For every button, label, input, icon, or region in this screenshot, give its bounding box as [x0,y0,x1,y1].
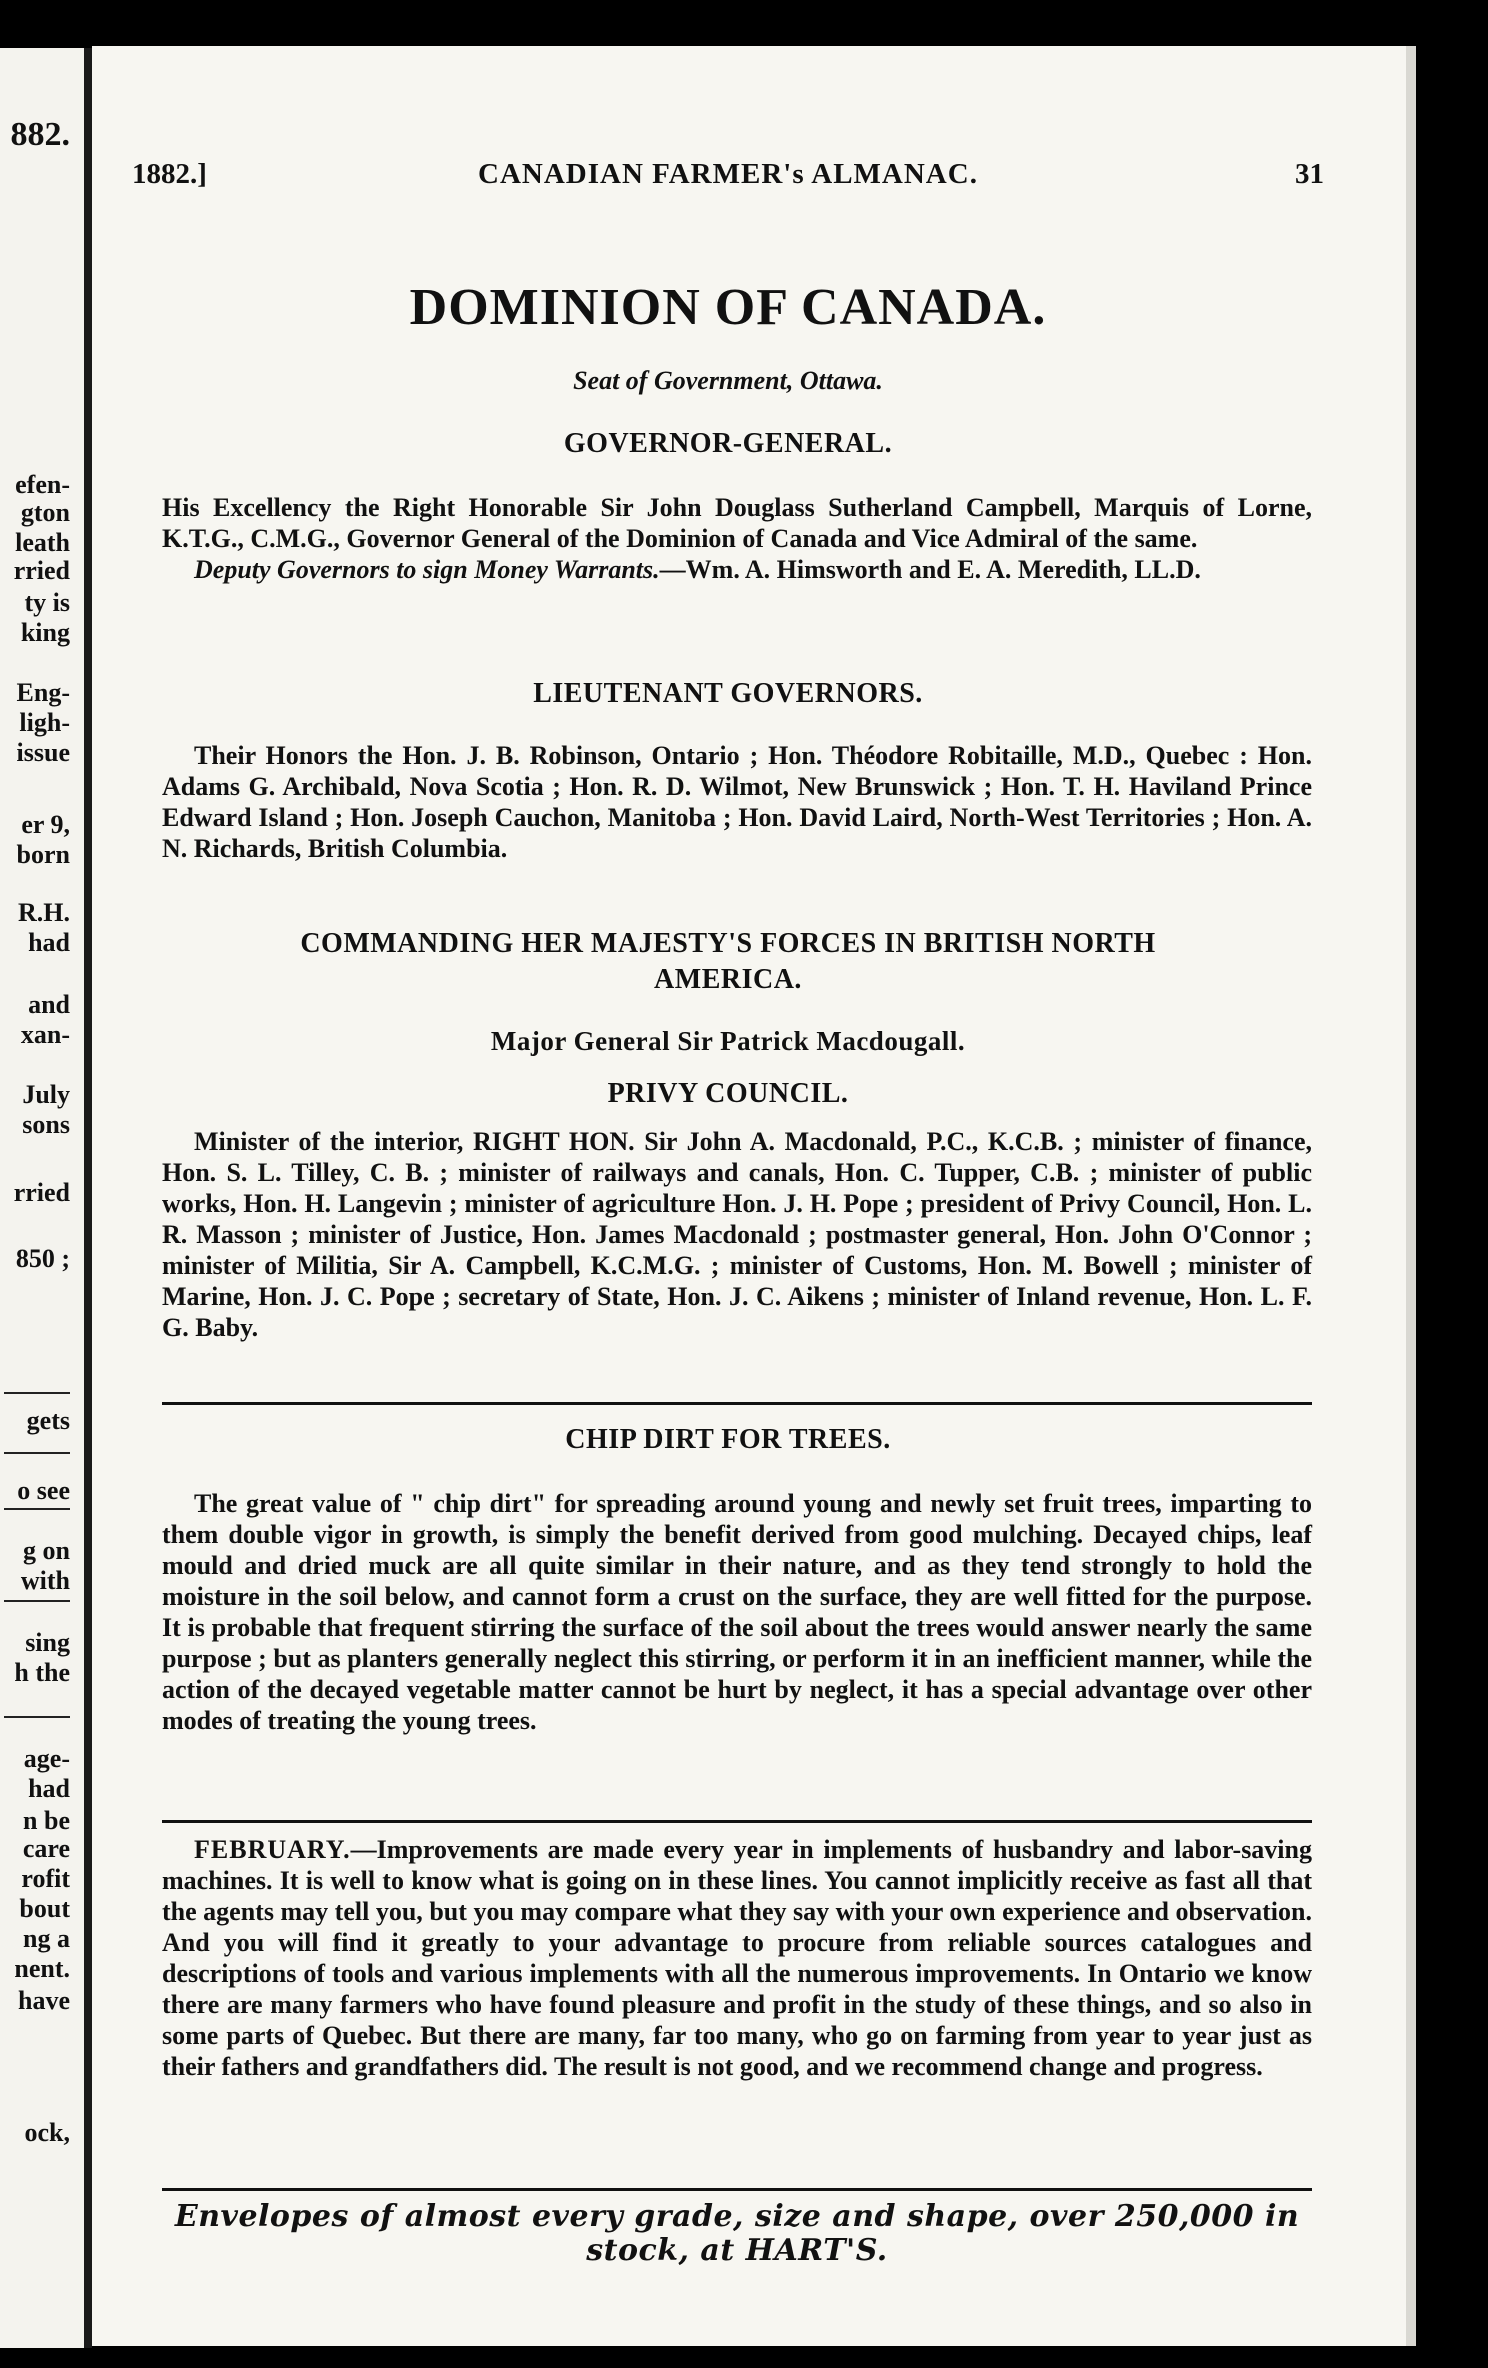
advertisement-line2: stock, at HART'S. [586,2233,888,2268]
facing-page-fragment: rried [13,556,70,585]
facing-page-fragment: h the [14,1658,70,1687]
facing-page-fragment: 882. [10,116,70,153]
facing-page-fragment: have [18,1986,70,2015]
facing-page-fragment: bout [19,1894,70,1923]
facing-page-fragment: care [22,1834,70,1863]
facing-page-fragment: gets [26,1406,70,1435]
forces-heading-line2: AMERICA. [654,964,802,995]
deputy-governors-label: Deputy Governors to sign Money Warrants. [194,555,660,584]
facing-page-fragment: sing [25,1628,70,1657]
privy-council-heading: PRIVY COUNCIL. [607,1078,849,1109]
facing-page-fragment: gton [20,498,70,527]
february-paragraph [162,1834,1312,2082]
facing-page-fragment: ligh- [19,708,70,737]
february-text: —Improvements are made every year in implements of husbandry and labor-saving machines. It is well to know what is going on in these lines. You cannot implicitly receive as fast all that the agents may tell you, but you may compare what they say with your own experience and observation. And you will find it greatly to your advantage to procure from reliable sources catalogues and descriptions of tools and various implements with all the numerous improvements. In Ontario we know there are many farmers who have found pleasure and profit in the study of these things, and so also in some parts of Quebec. But there are many, far too many, who go on farming from year to year just as their fathers and grandfathers did. The result is not good, and we recommend change and progress. [162,1835,1312,2081]
chip-dirt-heading: CHIP DIRT FOR TREES. [565,1424,891,1455]
section-divider [162,1402,1312,1405]
facing-page-fragment: had [28,1774,70,1803]
chip-dirt-text: The great value of " chip dirt" for spreading around young and newly set fruit trees, imparting to them double vigor in growth, is simply the benefit derived from good mulching. Decayed chips, leaf mould and dried muck are all quite similar in their nature, and as they tend strongly to hold the moisture in the soil below, and cannot form a crust on the surface, they are well fitted for the purpose. It is probable that frequent stirring the surface of the soil about the trees would answer nearly the same purpose ; but as planters generally neglect this stirring, or perform it in an inefficient manner, while the action of the decayed vegetable matter cannot be hurt by neglect, it has a special advantage over other modes of treating the young trees. [162,1489,1312,1735]
governor-general-text: His Excellency the Right Honorable Sir John Douglass Sutherland Campbell, Marquis of Lorne, K.T.G., C.M.G., Governor General of the Dominion of Canada and Vice Admiral of the same. [162,493,1312,553]
facing-page-fragment: had [28,928,70,957]
facing-page-fragment: ock, [24,2118,70,2147]
facing-page-fragment: sons [22,1110,70,1139]
advertisement-line1: Envelopes of almost every grade, size and shape, over 250,000 in [174,2199,1300,2234]
facing-page-fragment: and [28,990,70,1019]
running-header [132,158,1324,198]
header-year: 1882.] [132,158,207,190]
chip-dirt-paragraph [162,1488,1312,1736]
facing-page-fragment: rofit [21,1864,70,1893]
forces-commander: Major General Sir Patrick Macdougall. [490,1026,966,1056]
almanac-page [92,46,1416,2346]
february-label: FEBRUARY. [194,1835,351,1864]
facing-page-fragment: July [22,1080,70,1109]
privy-council-text: Minister of the interior, RIGHT HON. Sir John A. Macdonald, P.C., K.C.B. ; minister of finance, Hon. S. L. Tilley, C. B. ; minister of railways and canals, Hon. C. Tupper, C.B. ; minister of public works, Hon. H. Langevin ; minister of agriculture Hon. J. H. Pope ; president of Privy Council, Hon. L. R. Masson ; minister of Justice, Hon. James Macdonald ; postmaster general, Hon. John O'Connor ; minister of Militia, Sir A. Campbell, K.C.M.G. ; minister of Customs, Hon. M. Bowell ; minister of Marine, Hon. J. C. Pope ; secretary of State, Hon. J. C. Aikens ; minister of Inland revenue, Hon. L. F. G. Baby. [162,1127,1312,1342]
hart-envelope-advertisement [162,2200,1312,2268]
facing-page-fragment: o see [17,1476,70,1505]
seat-of-government: Seat of Government, Ottawa. [573,366,883,395]
facing-page-fragment: rried [13,1178,70,1207]
section-divider [162,2188,1312,2191]
facing-page-fragment: with [20,1566,70,1595]
lieutenant-governors-text: Their Honors the Hon. J. B. Robinson, Ontario ; Hon. Théodore Robitaille, M.D., Quebec : Hon. Adams G. Archibald, Nova Scotia ; Hon. R. D. Wilmot, New Brunswick ; Hon. T. H. Haviland Prince Edward Island ; Hon. Joseph Cauchon, Manitoba ; Hon. David Laird, North-West Territories ; Hon. A. N. Richards, British Columbia. [162,741,1312,863]
facing-page-fragment: nent. [14,1954,70,1983]
facing-page-fragment: ty is [24,588,70,617]
facing-page-fragment: n be [23,1806,70,1835]
facing-page-fragment: 850 ; [15,1244,70,1273]
facing-page-fragment: efen- [15,470,70,499]
facing-page-fragment: er 9, [21,810,70,839]
governor-general-paragraph [162,492,1312,585]
facing-page-fragment: R.H. [18,898,70,927]
facing-page-rule [4,1392,70,1394]
book-gutter [84,48,92,2348]
facing-page-fragment: ng a [23,1924,70,1953]
section-divider [162,1820,1312,1823]
facing-page-fragment: g on [23,1536,70,1565]
governor-general-heading: GOVERNOR-GENERAL. [563,428,893,459]
facing-page-fragment: leath [15,528,70,557]
page-title: DOMINION OF CANADA. [409,279,1047,336]
facing-page-fragment: xan- [20,1020,70,1049]
lieutenant-governors-paragraph [162,740,1312,864]
facing-page-fragment: born [16,840,70,869]
page-number: 31 [1295,158,1324,190]
header-title: CANADIAN FARMER's ALMANAC. [478,158,978,190]
lieutenant-governors-heading: LIEUTENANT GOVERNORS. [533,678,923,709]
facing-page-rule [4,1508,70,1510]
facing-page-fragment: king [20,618,70,647]
privy-council-paragraph [162,1126,1312,1343]
deputy-governors-text: —Wm. A. Himsworth and E. A. Meredith, LL.D. [659,555,1201,584]
facing-page-rule [4,1452,70,1454]
facing-page-fragment: issue [16,738,70,767]
facing-page-fragment: Eng- [16,678,70,707]
facing-page-edge [0,48,84,2348]
facing-page-rule [4,1716,70,1718]
forces-heading-line1: COMMANDING HER MAJESTY'S FORCES IN BRITISH NORTH [300,928,1156,959]
facing-page-fragment: age- [23,1744,70,1773]
facing-page-rule [4,1600,70,1602]
